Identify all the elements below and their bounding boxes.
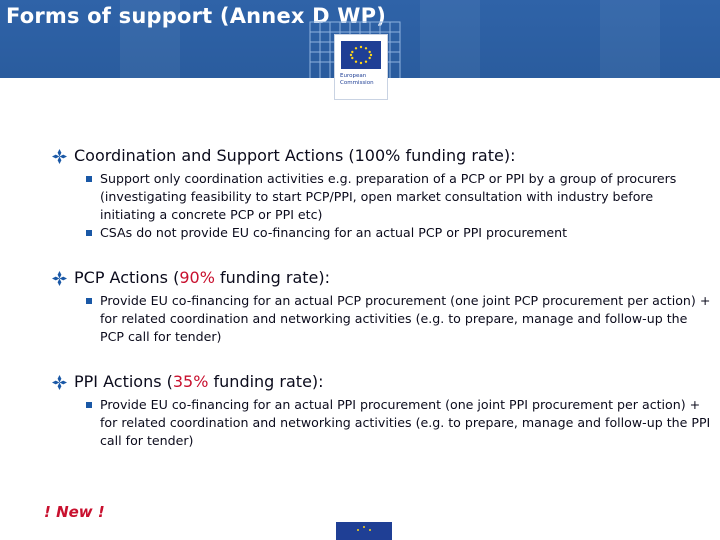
eu-flag-footer-icon [336,522,392,540]
square-bullet-icon [86,230,92,236]
header-stripe [420,0,480,78]
sub-bullet-list [86,292,712,346]
section-heading: Coordination and Support Actions (100% funding rate): [74,146,516,165]
section-pcp [52,268,712,346]
square-bullet-icon [86,402,92,408]
square-bullet-icon [86,298,92,304]
sub-bullet-item: Support only coordination activities e.g. preparation of a PCP or PPI by a group of procurers (investigating feasibility to start PCP/PPI, open market consultation with industry before initiating a concrete PCP or PPI etc) [86,170,712,224]
section-heading: PPI Actions (35% funding rate): [74,372,324,391]
diamond-bullet-icon [52,149,67,164]
square-bullet-icon [86,176,92,182]
header-stripe [600,0,660,78]
sub-bullet-item: Provide EU co-financing for an actual PPI procurement (one joint PPI procurement per action) + for related coordination and networking activities (e.g. to prepare, manage and follow-up the PPI call for tender) [86,396,712,450]
sub-bullet-item: CSAs do not provide EU co-financing for an actual PCP or PPI procurement [86,224,712,242]
sub-bullet-item: Provide EU co-financing for an actual PCP procurement (one joint PCP procurement per action) + for related coordination and networking activities (e.g. to prepare, manage and follow-up the PCP call for tender) [86,292,712,346]
diamond-bullet-icon [52,271,67,286]
eu-flag-icon [341,41,381,69]
sub-bullet-list [86,170,712,242]
section-heading: PCP Actions (90% funding rate): [74,268,331,287]
section-csa [52,146,712,242]
diamond-bullet-icon [52,375,67,390]
new-tag: ! New ! [44,503,105,521]
sub-bullet-list [86,396,712,450]
logo-text: European Commission [340,73,374,86]
slide-title: Forms of support (Annex D WP) [6,4,387,28]
slide-content [52,146,712,450]
european-commission-logo [334,34,388,100]
section-ppi [52,372,712,450]
